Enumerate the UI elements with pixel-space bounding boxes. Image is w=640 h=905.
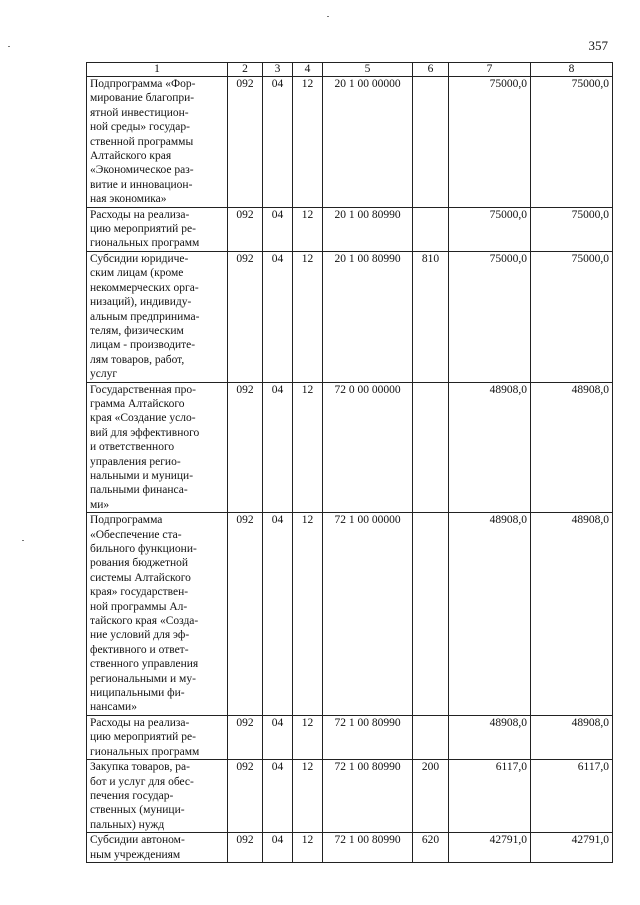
- scan-speck: [327, 16, 329, 17]
- column-header: 3: [263, 63, 293, 77]
- row-name: Подпрограмма «Фор- мирование благопри- ятной инвестицион- ной среды» государ- ственной программы Алтайского края «Экономическое раз- витие и инновацион- ная экономика»: [87, 77, 228, 208]
- column-header: 5: [323, 63, 413, 77]
- subsection-code: 12: [293, 382, 323, 513]
- sum-col-8: 75000,0: [531, 77, 613, 208]
- section-code: 04: [263, 251, 293, 382]
- scan-speck: [22, 540, 24, 541]
- column-header: 4: [293, 63, 323, 77]
- column-header: 8: [531, 63, 613, 77]
- ministry-code: 092: [228, 77, 263, 208]
- sum-col-8: 75000,0: [531, 207, 613, 251]
- expense-type-code: [413, 207, 449, 251]
- column-header: 6: [413, 63, 449, 77]
- ministry-code: 092: [228, 207, 263, 251]
- sum-col-8: 48908,0: [531, 513, 613, 716]
- subsection-code: 12: [293, 77, 323, 208]
- budget-table: [86, 62, 613, 863]
- target-code: 20 1 00 00000: [323, 77, 413, 208]
- sum-col-8: 48908,0: [531, 382, 613, 513]
- expense-type-code: [413, 382, 449, 513]
- target-code: 72 0 00 00000: [323, 382, 413, 513]
- table-row: [87, 833, 613, 863]
- row-name: Закупка товаров, ра- бот и услуг для обес- печения государ- ственных (муници- пальных) нужд: [87, 760, 228, 833]
- subsection-code: 12: [293, 251, 323, 382]
- sum-col-8: 6117,0: [531, 760, 613, 833]
- sum-col-7: 48908,0: [449, 382, 531, 513]
- section-code: 04: [263, 760, 293, 833]
- row-name: Государственная про- грамма Алтайского края «Создание усло- вий для эффективного и ответственного управления регио- нальными и муници- пальными финанса- ми»: [87, 382, 228, 513]
- row-name: Расходы на реализа- цию мероприятий ре- гиональных программ: [87, 715, 228, 759]
- column-header: 7: [449, 63, 531, 77]
- sum-col-7: 48908,0: [449, 715, 531, 759]
- target-code: 72 1 00 80990: [323, 715, 413, 759]
- ministry-code: 092: [228, 382, 263, 513]
- section-code: 04: [263, 207, 293, 251]
- expense-type-code: [413, 77, 449, 208]
- subsection-code: 12: [293, 833, 323, 863]
- subsection-code: 12: [293, 760, 323, 833]
- expense-type-code: [413, 715, 449, 759]
- row-name: Подпрограмма «Обеспечение ста- бильного функциони- рования бюджетной системы Алтайского края» государствен- ной программы Ал- тайского края «Созда- ние условий для эф- фективного и ответ- ственного управления региональными и му- ниципальными фи- нансами»: [87, 513, 228, 716]
- target-code: 20 1 00 80990: [323, 207, 413, 251]
- scan-speck: [8, 46, 10, 47]
- table-row: [87, 77, 613, 208]
- sum-col-8: 48908,0: [531, 715, 613, 759]
- section-code: 04: [263, 513, 293, 716]
- header-row: [87, 63, 613, 77]
- table-row: [87, 715, 613, 759]
- ministry-code: 092: [228, 760, 263, 833]
- sum-col-7: 75000,0: [449, 251, 531, 382]
- table-row: [87, 513, 613, 716]
- column-header: 1: [87, 63, 228, 77]
- sum-col-8: 42791,0: [531, 833, 613, 863]
- column-header: 2: [228, 63, 263, 77]
- table-row: [87, 382, 613, 513]
- sum-col-8: 75000,0: [531, 251, 613, 382]
- row-name: Расходы на реализа- цию мероприятий ре- гиональных программ: [87, 207, 228, 251]
- table-row: [87, 760, 613, 833]
- subsection-code: 12: [293, 207, 323, 251]
- sum-col-7: 42791,0: [449, 833, 531, 863]
- ministry-code: 092: [228, 715, 263, 759]
- expense-type-code: 810: [413, 251, 449, 382]
- ministry-code: 092: [228, 251, 263, 382]
- subsection-code: 12: [293, 715, 323, 759]
- page-number: 357: [588, 38, 608, 53]
- subsection-code: 12: [293, 513, 323, 716]
- target-code: 72 1 00 80990: [323, 760, 413, 833]
- table-row: [87, 207, 613, 251]
- section-code: 04: [263, 833, 293, 863]
- expense-type-code: [413, 513, 449, 716]
- ministry-code: 092: [228, 833, 263, 863]
- target-code: 72 1 00 80990: [323, 833, 413, 863]
- sum-col-7: 6117,0: [449, 760, 531, 833]
- sum-col-7: 75000,0: [449, 207, 531, 251]
- expense-type-code: 620: [413, 833, 449, 863]
- sum-col-7: 75000,0: [449, 77, 531, 208]
- row-name: Субсидии автоном- ным учреждениям: [87, 833, 228, 863]
- sum-col-7: 48908,0: [449, 513, 531, 716]
- row-name: Субсидии юридиче- ским лицам (кроме некоммерческих орга- низаций), индивиду- альным предпринима- телям, физическим лицам - производите- лям товаров, работ, услуг: [87, 251, 228, 382]
- section-code: 04: [263, 715, 293, 759]
- section-code: 04: [263, 77, 293, 208]
- target-code: 72 1 00 00000: [323, 513, 413, 716]
- section-code: 04: [263, 382, 293, 513]
- expense-type-code: 200: [413, 760, 449, 833]
- table-row: [87, 251, 613, 382]
- ministry-code: 092: [228, 513, 263, 716]
- target-code: 20 1 00 80990: [323, 251, 413, 382]
